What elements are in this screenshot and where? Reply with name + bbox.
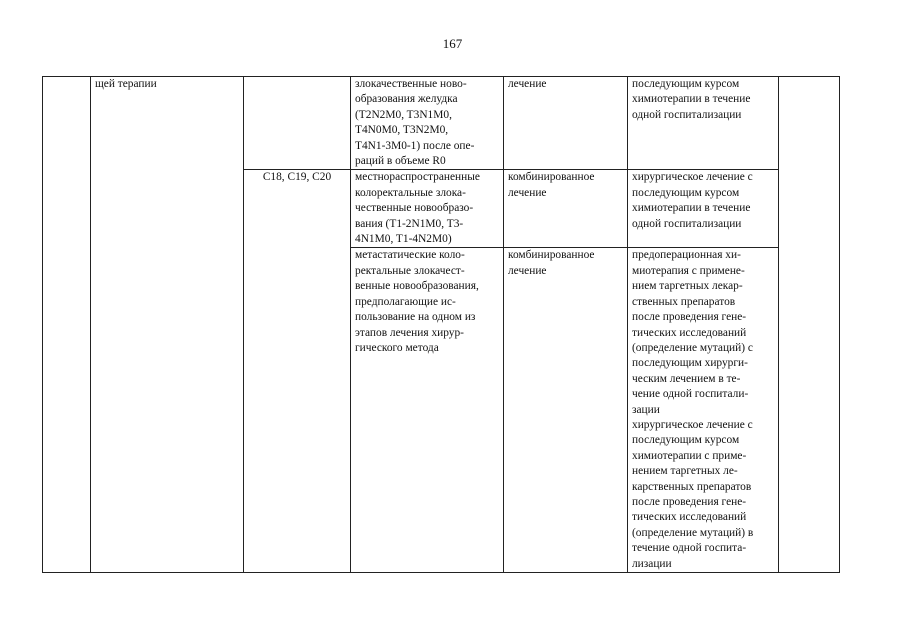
method-line: предоперационная хи-: [632, 249, 741, 262]
treatment-table: [42, 76, 840, 573]
method-line: миотерапия с примене-: [632, 264, 745, 277]
diagnosis-line: метастатические коло-: [355, 249, 465, 262]
profile-text: щей терапии: [95, 78, 157, 90]
method-line: одной госпитализации: [632, 217, 742, 230]
diagnosis-line: венные новообразования,: [355, 280, 479, 293]
method-line: после проведения гене-: [632, 495, 747, 508]
diagnosis-line: местнораспространенные: [355, 171, 480, 184]
method-line: последующим хирурги-: [632, 357, 748, 370]
method-line: хирургическое лечение с: [632, 418, 753, 431]
method-line: (определение мутаций) в: [632, 526, 754, 539]
method-line: тических исследований: [632, 511, 747, 524]
method-line: нением таргетных ле-: [632, 465, 738, 478]
method-line: химиотерапии с приме-: [632, 449, 747, 462]
diagnosis-line: гического метода: [355, 341, 439, 354]
diagnosis-line: раций в объеме R0: [355, 155, 446, 168]
diagnosis-line: чественные новообразо-: [355, 202, 474, 215]
method-line: хирургическое лечение с: [632, 171, 753, 184]
treatment-type-line: лечение: [508, 264, 547, 277]
diagnosis-line: (T2N2M0, T3N1M0,: [355, 108, 452, 121]
diagnosis-line: предполагающие ис-: [355, 295, 456, 308]
cell-icd-codes: [244, 170, 351, 573]
method-line: течение одной госпита-: [632, 542, 747, 555]
diagnosis-line: T4N0M0, T3N2M0,: [355, 124, 449, 137]
cell-diagnosis: [351, 77, 504, 170]
method-line: лизации: [632, 557, 672, 570]
treatment-type-line: комбинированное: [508, 249, 595, 262]
cell-method: [628, 248, 779, 573]
page-number: 167: [442, 36, 463, 51]
treatment-type-line: лечение: [508, 78, 547, 90]
method-line: ческим лечением в те-: [632, 372, 741, 385]
cell-profile: [91, 77, 244, 573]
cell-treatment-type: [504, 77, 628, 170]
table-row: [43, 77, 840, 170]
cell-diagnosis: [351, 170, 504, 248]
diagnosis-line: этапов лечения хирур-: [355, 326, 464, 339]
diagnosis-line: 4N1M0, T1-4N2M0): [355, 233, 452, 246]
method-line: последующим курсом: [632, 78, 740, 90]
diagnosis-line: ректальные злокачест-: [355, 264, 465, 277]
method-line: последующим курсом: [632, 434, 740, 447]
cell-treatment-type: [504, 248, 628, 573]
diagnosis-line: образования желудка: [355, 93, 458, 106]
method-line: последующим курсом: [632, 186, 740, 199]
cell-diagnosis: [351, 248, 504, 573]
cell-treatment-type: [504, 170, 628, 248]
cell-method: [628, 77, 779, 170]
method-line: одной госпитализации: [632, 108, 742, 121]
method-line: ственных препаратов: [632, 295, 736, 308]
diagnosis-line: пользование на одном из: [355, 311, 476, 324]
diagnosis-line: T4N1-3M0-1) после опе-: [355, 139, 475, 152]
method-line: химиотерапии в течение: [632, 93, 751, 106]
cell-icd-codes: [244, 77, 351, 170]
method-line: после проведения гене-: [632, 311, 747, 324]
diagnosis-line: злокачественные ново-: [355, 78, 467, 90]
icd-codes-text: C18, C19, C20: [262, 171, 332, 184]
cell-method: [628, 170, 779, 248]
method-line: тических исследований: [632, 326, 747, 339]
method-line: (определение мутаций) с: [632, 341, 753, 354]
cell-norm: [779, 77, 840, 573]
treatment-type-line: комбинированное: [508, 171, 595, 184]
treatment-type-line: лечение: [508, 186, 547, 199]
method-line: карственных препаратов: [632, 480, 752, 493]
method-line: нием таргетных лекар-: [632, 280, 743, 293]
diagnosis-line: колоректальные злока-: [355, 186, 466, 199]
diagnosis-line: вания (T1-2N1M0, T3-: [355, 217, 464, 230]
method-line: чение одной госпитали-: [632, 388, 749, 401]
cell-number: [43, 77, 91, 573]
method-line: химиотерапии в течение: [632, 202, 751, 215]
method-line: зации: [632, 403, 660, 416]
